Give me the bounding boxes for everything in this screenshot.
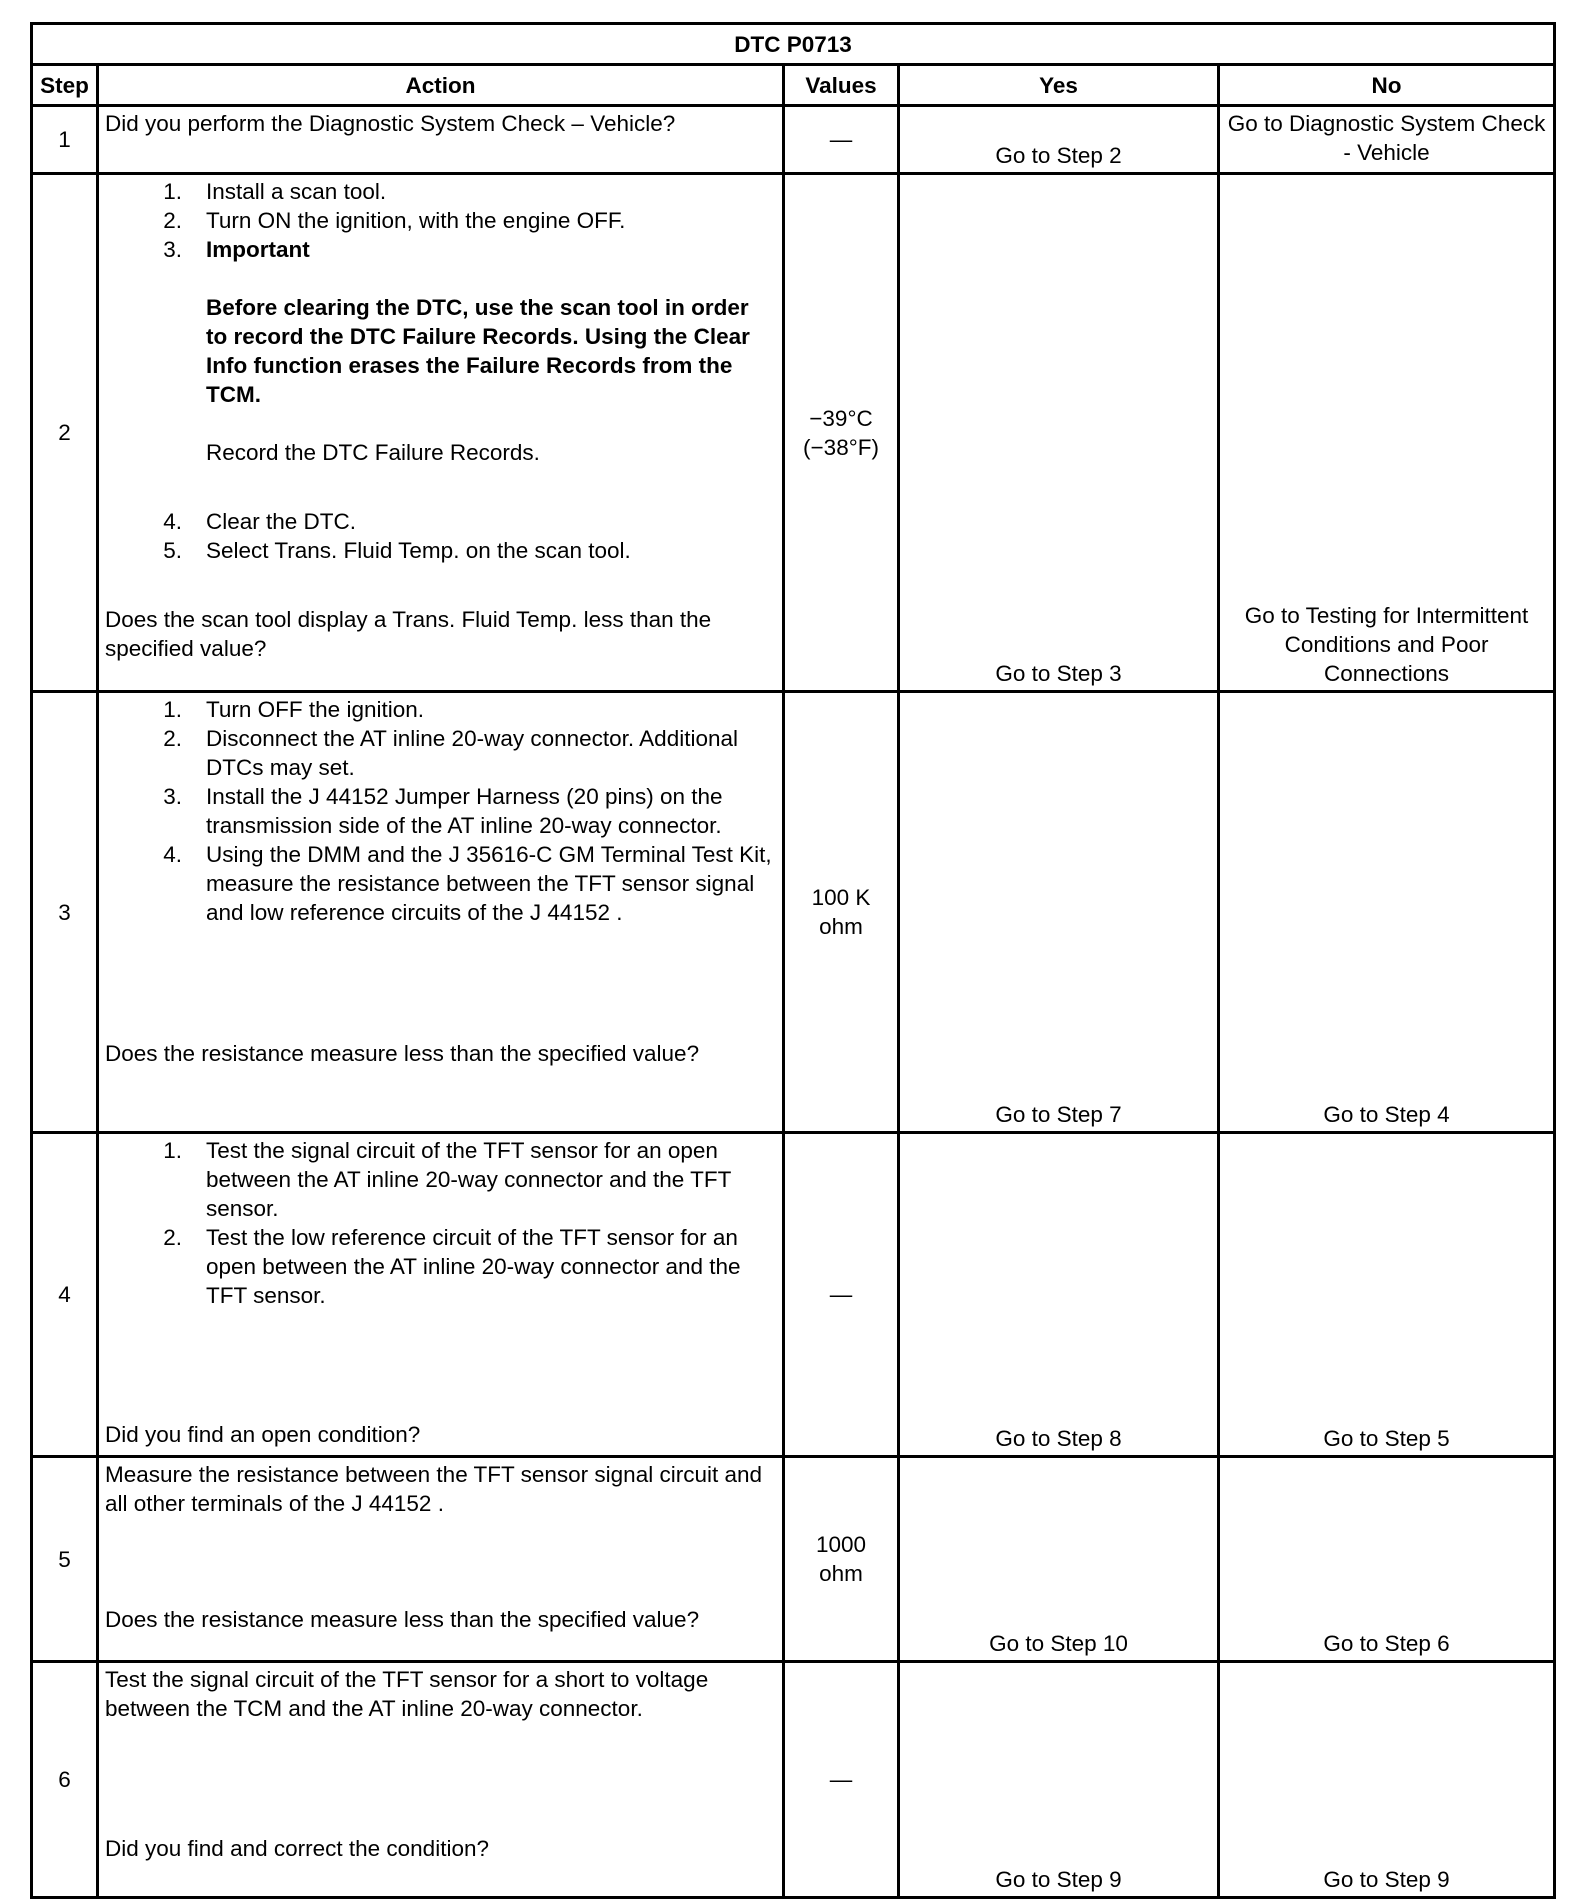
yes-action: Go to Step 3 <box>899 174 1219 692</box>
step-question: Did you find and correct the condition? <box>105 1836 489 1861</box>
value-cell: — <box>784 1133 899 1457</box>
no-action: Go to Step 6 <box>1219 1457 1555 1662</box>
step-instructions <box>105 177 776 565</box>
yes-action: Go to Step 7 <box>899 692 1219 1133</box>
action-cell <box>98 1662 784 1898</box>
step-number: 1 <box>32 106 98 174</box>
step-question: Does the resistance measure less than the specified value? <box>105 1607 700 1632</box>
action-cell <box>98 106 784 174</box>
yes-action: Go to Step 9 <box>899 1662 1219 1898</box>
list-item: 2. Turn ON the ignition, with the engine OFF. <box>163 208 626 233</box>
step-instruction: Test the signal circuit of the TFT sensor for a short to voltage between the TCM and the AT inline 20-way connector. <box>105 1667 709 1721</box>
step-question: Did you find an open condition? <box>105 1422 421 1447</box>
no-action: Go to Step 4 <box>1219 692 1555 1133</box>
list-item: 1. Turn OFF the ignition. <box>163 697 425 722</box>
table-row <box>32 1457 1555 1662</box>
dtc-table <box>30 22 1556 1899</box>
step-number: 4 <box>32 1133 98 1457</box>
no-action: Go to Diagnostic System Check - Vehicle <box>1219 106 1555 174</box>
list-item: 4. Clear the DTC. <box>163 509 357 534</box>
important-note: Before clearing the DTC, use the scan tool in order to record the DTC Failure Records. Using the Clear Info function erases the Failure Records from the TCM. <box>206 295 750 407</box>
list-item <box>105 409 776 467</box>
table-title-row <box>32 24 1555 65</box>
yes-action: Go to Step 10 <box>899 1457 1219 1662</box>
header-action: Action <box>98 65 784 106</box>
table-title: DTC P0713 <box>32 24 1555 65</box>
header-yes: Yes <box>899 65 1219 106</box>
record-note: Record the DTC Failure Records. <box>206 440 540 465</box>
action-cell <box>98 1133 784 1457</box>
step-question: Does the scan tool display a Trans. Fluid Temp. less than the specified value? <box>105 607 712 661</box>
step-instructions <box>105 695 776 927</box>
no-action: Go to Step 9 <box>1219 1662 1555 1898</box>
table-row <box>32 174 1555 692</box>
table-row <box>32 1662 1555 1898</box>
header-row <box>32 65 1555 106</box>
header-step: Step <box>32 65 98 106</box>
action-cell <box>98 174 784 692</box>
value-cell: — <box>784 1662 899 1898</box>
step-question: Did you perform the Diagnostic System Check – Vehicle? <box>105 111 676 136</box>
list-item: 1. Test the signal circuit of the TFT sensor for an open between the AT inline 20-way connector and the TFT sensor. <box>163 1138 731 1221</box>
step-number: 6 <box>32 1662 98 1898</box>
value-cell: — <box>784 106 899 174</box>
no-action: Go to Step 5 <box>1219 1133 1555 1457</box>
list-item: 2. Test the low reference circuit of the TFT sensor for an open between the AT inline 20-way connector and the TFT sensor. <box>163 1225 741 1308</box>
step-number: 5 <box>32 1457 98 1662</box>
step-question: Does the resistance measure less than the specified value? <box>105 1041 700 1066</box>
list-item: 3. Install the J 44152 Jumper Harness (20 pins) on the transmission side of the AT inline 20-way connector. <box>163 784 723 838</box>
list-item: 4. Using the DMM and the J 35616-C GM Terminal Test Kit, measure the resistance between the TFT sensor signal and low reference circuits of the J 44152 . <box>163 842 772 925</box>
header-values: Values <box>784 65 899 106</box>
value-cell: 100 K ohm <box>784 692 899 1133</box>
action-cell <box>98 692 784 1133</box>
yes-action: Go to Step 2 <box>899 106 1219 174</box>
yes-action: Go to Step 8 <box>899 1133 1219 1457</box>
header-no: No <box>1219 65 1555 106</box>
list-item <box>105 264 776 409</box>
list-item: 1. Install a scan tool. <box>163 179 387 204</box>
action-cell <box>98 1457 784 1662</box>
table-row <box>32 692 1555 1133</box>
step-instruction: Measure the resistance between the TFT sensor signal circuit and all other terminals of the J 44152 . <box>105 1462 763 1516</box>
value-cell: −39°C (−38°F) <box>784 174 899 692</box>
step-number: 3 <box>32 692 98 1133</box>
table-row <box>32 1133 1555 1457</box>
list-item: 3. Important <box>163 237 310 262</box>
step-number: 2 <box>32 174 98 692</box>
no-action: Go to Testing for Intermittent Conditions and Poor Connections <box>1219 174 1555 692</box>
step-instructions <box>105 1136 776 1310</box>
value-cell: 1000 ohm <box>784 1457 899 1662</box>
list-item: 2. Disconnect the AT inline 20-way connector. Additional DTCs may set. <box>163 726 738 780</box>
table-row <box>32 106 1555 174</box>
list-item: 5. Select Trans. Fluid Temp. on the scan tool. <box>163 538 631 563</box>
